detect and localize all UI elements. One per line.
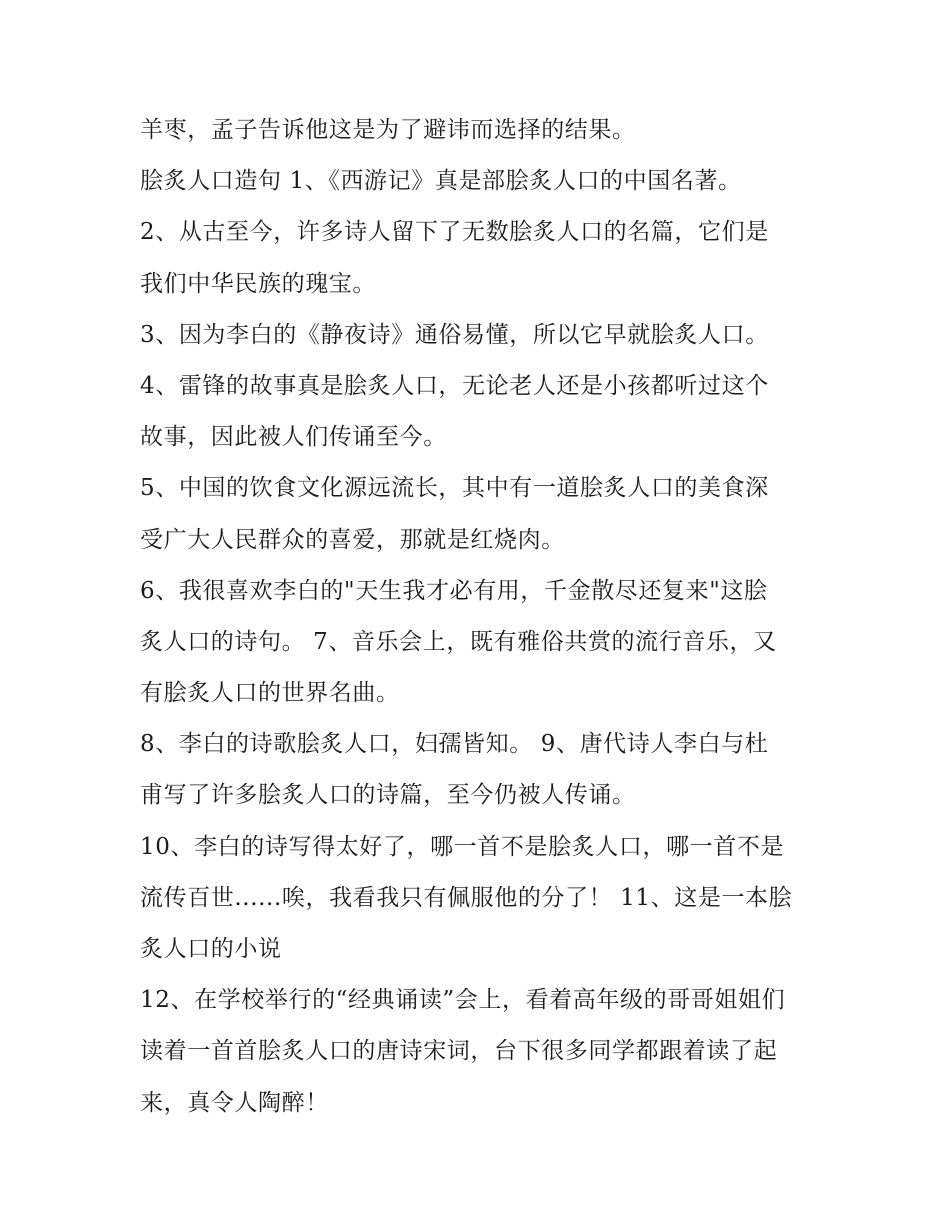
text-line: 3、因为李白的《静夜诗》通俗易懂，所以它早就脍炙人口。 [140,321,769,348]
text-line: 甫写了许多脍炙人口的诗篇，至今仍被人传诵。 [140,782,636,809]
text-line: 脍炙人口造句 1、《西游记》真是部脍炙人口的中国名著。 [140,168,742,195]
text-line: 2、从古至今，许多诗人留下了无数脍炙人口的名篇，它们是 [140,219,769,246]
text-line: 10、李白的诗写得太好了，哪一首不是脍炙人口，哪一首不是 [140,833,785,860]
text-line: 来，真令人陶醉！ [140,1089,329,1116]
text-line: 6、我很喜欢李白的"天生我才必有用，千金散尽还复来"这脍 [140,577,768,604]
text-line: 有脍炙人口的世界名曲。 [140,680,400,707]
text-line: 受广大人民群众的喜爱，那就是红烧肉。 [140,526,565,553]
text-line: 读着一首首脍炙人口的唐诗宋词，台下很多同学都跟着读了起 [140,1038,778,1065]
text-line: 4、雷锋的故事真是脍炙人口，无论老人还是小孩都听过这个 [140,372,769,399]
text-line: 我们中华民族的瑰宝。 [140,270,376,297]
text-line: 炙人口的小说 [140,936,282,962]
document-body [140,105,830,1129]
text-line: 5、中国的饮食文化源远流长，其中有一道脍炙人口的美食深 [140,475,769,502]
text-line: 羊枣，孟子告诉他这是为了避讳而选择的结果。 [140,117,636,143]
text-line: 流传百世......唉，我看我只有佩服他的分了！ 11、这是一本脍 [140,884,793,911]
text-line: 12、在学校举行的“经典诵读”会上，看着高年级的哥哥姐姐们 [140,987,786,1014]
text-line: 炙人口的诗句。 7、音乐会上，既有雅俗共赏的流行音乐，又 [140,628,777,655]
text-line: 故事，因此被人们传诵至今。 [140,424,447,451]
text-line: 8、李白的诗歌脍炙人口，妇孺皆知。 9、唐代诗人李白与杜 [140,731,769,758]
